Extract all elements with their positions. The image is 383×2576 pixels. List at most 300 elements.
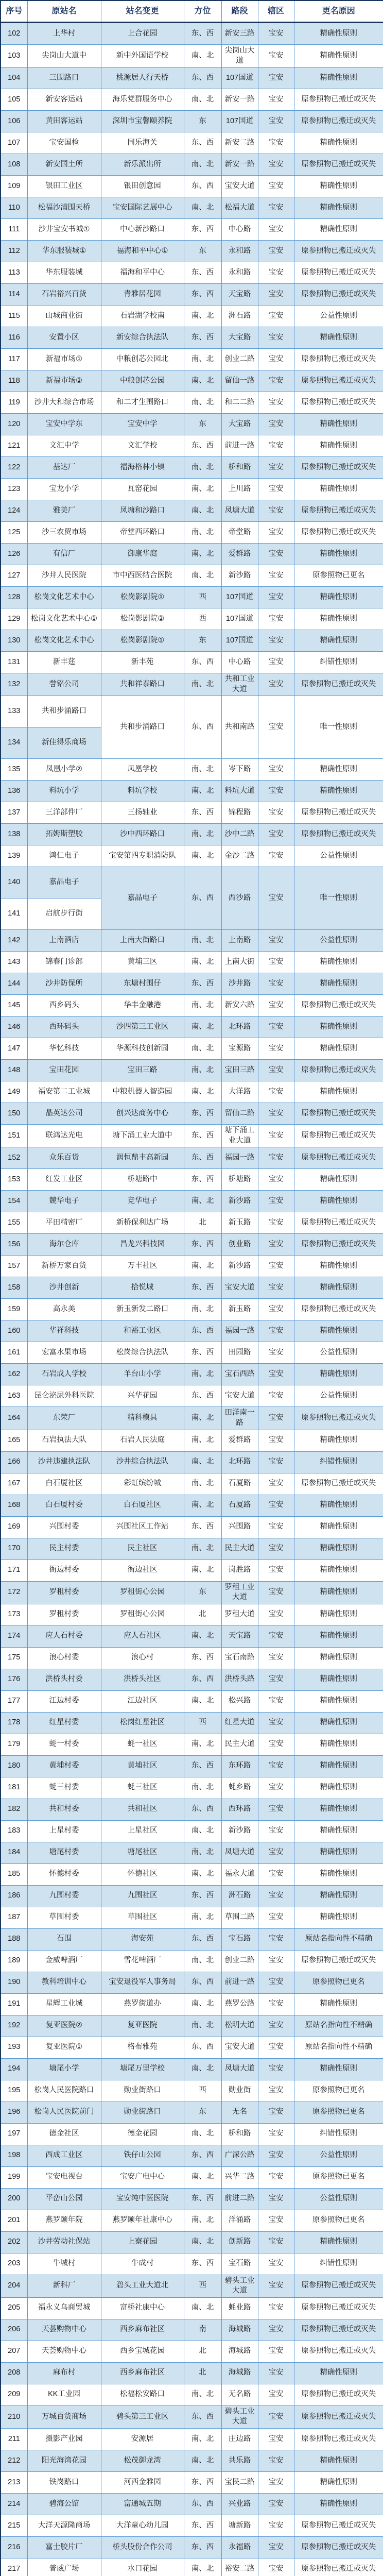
cell-district: 宝安 (258, 284, 294, 306)
cell-reason: 原参照物已搬迁或灭失 (294, 241, 383, 262)
cell-old-name: 沙井创新 (27, 1277, 101, 1299)
cell-district: 宝安 (258, 1842, 294, 1863)
cell-direction: 南、北 (184, 1299, 221, 1320)
cell-road: 民主大道 (221, 1734, 258, 1755)
cell-index: 110 (1, 197, 27, 219)
cell-road: 福永大道 (221, 1863, 258, 1885)
cell-district: 宝安 (258, 673, 294, 696)
cell-road: 中心路 (221, 219, 258, 241)
cell-index: 212 (1, 2450, 27, 2471)
cell-old-name: 共和村委 (27, 1799, 101, 1820)
cell-new-name: 料坑学校 (101, 781, 184, 802)
cell-old-name: 牛城村 (27, 2253, 101, 2275)
cell-direction: 东 (184, 241, 221, 262)
cell-road: 大宝路 (221, 414, 258, 435)
cell-old-name: 三围路口 (27, 67, 101, 89)
cell-road: 爱群路 (221, 544, 258, 565)
cell-old-name: 塘尾小学 (27, 2058, 101, 2080)
table-row (1, 696, 383, 727)
cell-direction: 东、西 (184, 1647, 221, 1669)
cell-new-name: 塘下涌工业大道中 (101, 1125, 184, 1147)
table-row (1, 2058, 383, 2080)
cell-new-name: 上寮花园 (101, 2231, 184, 2253)
cell-index: 208 (1, 2362, 27, 2384)
cell-index: 179 (1, 1734, 27, 1755)
cell-reason: 原站名指向性不精确 (294, 2037, 383, 2058)
cell-new-name: 和二才生围路口 (101, 392, 184, 414)
table-row (1, 2341, 383, 2362)
cell-reason: 原参照物已搬迁或灭失 (294, 1147, 383, 1169)
cell-reason: 精确性原则 (294, 1820, 383, 1842)
cell-road: 福园一路 (221, 1320, 258, 1342)
cell-road: 凤塘大道 (221, 2058, 258, 2080)
cell-road: 新沙路 (221, 1820, 258, 1842)
cell-old-name: 嘉晶电子 (27, 867, 101, 899)
cell-road: 新玉路 (221, 1212, 258, 1234)
cell-district: 宝安 (258, 1972, 294, 1993)
cell-old-name: 凤凰小学② (27, 759, 101, 781)
cell-direction: 南、北 (184, 1473, 221, 1495)
cell-district: 宝安 (258, 2428, 294, 2450)
cell-index: 138 (1, 824, 27, 845)
cell-district: 宝安 (258, 262, 294, 284)
cell-old-name: KK工业园 (27, 2384, 101, 2405)
table-row (1, 2210, 383, 2231)
cell-direction: 南、北 (184, 370, 221, 392)
table-row (1, 1125, 383, 1147)
cell-new-name: 桥塘路中 (101, 1169, 184, 1191)
cell-old-name: 华东服装城 (27, 262, 101, 284)
cell-reason: 精确性原则 (294, 2450, 383, 2471)
cell-new-name: 凤凰学校 (101, 759, 184, 781)
cell-district: 宝安 (258, 500, 294, 522)
cell-old-name: 银田工业区 (27, 176, 101, 197)
cell-reason: 原参照物已搬迁或灭失 (294, 1473, 383, 1495)
cell-index: 112 (1, 241, 27, 262)
cell-district: 宝安 (258, 1820, 294, 1842)
table-row (1, 1169, 383, 1191)
cell-index: 117 (1, 349, 27, 370)
cell-old-name: 晶英达公司 (27, 1103, 101, 1125)
cell-reason: 精确性原则 (294, 1256, 383, 1277)
cell-reason: 精确性原则 (294, 1320, 383, 1342)
cell-new-name: 应人石社区 (101, 1625, 184, 1647)
cell-index: 161 (1, 1342, 27, 1364)
cell-old-name: 石围 (27, 1928, 101, 1950)
cell-reason: 原参照物已更名 (294, 2166, 383, 2188)
table-row (1, 500, 383, 522)
cell-reason: 原参照物已搬迁或灭失 (294, 457, 383, 479)
table-row (1, 1342, 383, 1364)
cell-road: 松兴路 (221, 1690, 258, 1712)
cell-direction: 东、西 (184, 1755, 221, 1777)
cell-district: 宝安 (258, 1016, 294, 1038)
cell-index: 166 (1, 1451, 27, 1473)
table-row (1, 2231, 383, 2253)
cell-reason: 原参照物已搬迁或灭失 (294, 2558, 383, 2576)
cell-direction: 南、北 (184, 1842, 221, 1863)
cell-index: 163 (1, 1385, 27, 1407)
cell-direction: 南、北 (184, 995, 221, 1016)
cell-old-name: 沙井劳动社保站 (27, 2231, 101, 2253)
cell-reason: 原参照物已搬迁或灭失 (294, 349, 383, 370)
cell-direction: 东、西 (184, 1125, 221, 1147)
cell-direction: 东、西 (184, 2515, 221, 2536)
cell-reason: 公益性原则 (294, 306, 383, 327)
table-row (1, 1907, 383, 1928)
cell-new-name: 牛成村 (101, 2253, 184, 2275)
cell-index: 189 (1, 1950, 27, 1972)
cell-direction: 北 (184, 1604, 221, 1625)
cell-new-name: 铁仔山公园 (101, 2145, 184, 2166)
cell-new-name: 石岩湖学校南 (101, 306, 184, 327)
cell-road: 永和路 (221, 262, 258, 284)
column-header-index: 序号 (1, 1, 27, 23)
cell-reason: 精确性原则 (294, 1863, 383, 1885)
cell-reason: 精确性原则 (294, 1712, 383, 1734)
header-row (1, 1, 383, 23)
cell-district: 宝安 (258, 2188, 294, 2210)
cell-old-name: 上华村 (27, 23, 101, 45)
cell-old-name: 兴围村委 (27, 1516, 101, 1538)
cell-district: 宝安 (258, 2493, 294, 2515)
table-row (1, 2102, 383, 2123)
cell-new-name: 塘尾万里学校 (101, 2058, 184, 2080)
cell-road: 上川路 (221, 479, 258, 500)
cell-road: 裕安二路 (221, 2558, 258, 2576)
cell-old-name: 教科培训中心 (27, 1972, 101, 1993)
table-row (1, 392, 383, 414)
table-row (1, 1081, 383, 1103)
cell-index: 203 (1, 2253, 27, 2275)
cell-old-name: 宝安中学东 (27, 414, 101, 435)
cell-reason: 精确性原则 (294, 1647, 383, 1669)
cell-road: 无名 (221, 2102, 258, 2123)
table-row (1, 2297, 383, 2319)
column-header-new-name: 站名变更 (101, 1, 184, 23)
cell-reason: 精确性原则 (294, 479, 383, 500)
cell-reason: 精确性原则 (294, 1885, 383, 1907)
cell-reason: 精确性原则 (294, 435, 383, 457)
table-row (1, 1669, 383, 1690)
table-row (1, 1538, 383, 1560)
cell-index: 147 (1, 1038, 27, 1060)
cell-reason: 精确性原则 (294, 781, 383, 802)
table-row (1, 1473, 383, 1495)
table-row (1, 2515, 383, 2536)
cell-index: 193 (1, 2037, 27, 2058)
cell-reason: 精确性原则 (294, 1016, 383, 1038)
cell-index: 141 (1, 899, 27, 930)
cell-district: 宝安 (258, 392, 294, 414)
cell-district: 宝安 (258, 630, 294, 652)
cell-index: 113 (1, 262, 27, 284)
cell-old-name: 麻布村 (27, 2362, 101, 2384)
table-row (1, 802, 383, 824)
cell-direction: 东、西 (184, 2253, 221, 2275)
cell-district: 宝安 (258, 1669, 294, 1690)
cell-reason: 精确性原则 (294, 1495, 383, 1516)
cell-direction: 东、西 (184, 652, 221, 673)
cell-reason: 精确性原则 (294, 630, 383, 652)
table-row (1, 1407, 383, 1430)
cell-direction: 南、北 (184, 759, 221, 781)
cell-reason: 原参照物已搬迁或灭失 (294, 802, 383, 824)
cell-road: 宝民二路 (221, 2471, 258, 2493)
cell-direction: 东 (184, 1581, 221, 1604)
cell-reason: 唯一性原则 (294, 696, 383, 759)
cell-district: 宝安 (258, 1299, 294, 1320)
cell-road: 碧头工业大道 (221, 2275, 258, 2297)
table-row (1, 67, 383, 89)
cell-road: 宝石西路 (221, 1364, 258, 1385)
cell-old-name: 启航步行街 (27, 899, 101, 930)
cell-road: 新安一路 (221, 154, 258, 176)
cell-district: 宝安 (258, 2080, 294, 2102)
cell-old-name: 燕罗颐年院 (27, 2210, 101, 2231)
cell-old-name: 黄田客运站 (27, 111, 101, 132)
table-row (1, 262, 383, 284)
cell-old-name: 新佳得乐商场 (27, 727, 101, 759)
cell-old-name: 上星村委 (27, 1820, 101, 1842)
table-row (1, 759, 383, 781)
cell-index: 104 (1, 67, 27, 89)
cell-index: 116 (1, 327, 27, 349)
table-row (1, 2362, 383, 2384)
cell-direction: 东、西 (184, 132, 221, 154)
cell-new-name: 福海格林小镇 (101, 457, 184, 479)
cell-new-name: 同乐海关 (101, 132, 184, 154)
cell-district: 宝安 (258, 867, 294, 930)
cell-reason: 原参照物已搬迁或灭失 (294, 1234, 383, 1256)
cell-old-name: 福安第二工业城 (27, 1081, 101, 1103)
cell-direction: 南、北 (184, 2210, 221, 2231)
cell-index: 213 (1, 2471, 27, 2493)
cell-reason: 精确性原则 (294, 544, 383, 565)
cell-direction: 南、北 (184, 306, 221, 327)
cell-new-name: 创兴达商务中心 (101, 1103, 184, 1125)
cell-district: 宝安 (258, 2297, 294, 2319)
cell-district: 宝安 (258, 522, 294, 544)
cell-direction: 南、北 (184, 45, 221, 67)
table-row (1, 952, 383, 973)
table-row (1, 2275, 383, 2297)
cell-index: 111 (1, 219, 27, 241)
cell-reason: 精确性原则 (294, 1734, 383, 1755)
cell-index: 102 (1, 23, 27, 45)
cell-new-name: 松福松安路口 (101, 2384, 184, 2405)
cell-district: 宝安 (258, 1928, 294, 1950)
cell-old-name: 新丰莛 (27, 652, 101, 673)
table-row (1, 522, 383, 544)
cell-direction: 北 (184, 2341, 221, 2362)
cell-reason: 精确性原则 (294, 176, 383, 197)
cell-reason: 原参照物已搬迁或灭失 (294, 2341, 383, 2362)
cell-reason: 精确性原则 (294, 327, 383, 349)
cell-reason: 精确性原则 (294, 219, 383, 241)
cell-new-name: 福海和平中心 (101, 262, 184, 284)
cell-index: 198 (1, 2145, 27, 2166)
table-row (1, 154, 383, 176)
table-row (1, 414, 383, 435)
cell-old-name: 衙边村委 (27, 1560, 101, 1581)
cell-road: 共和工业大道 (221, 673, 258, 696)
cell-direction: 东、西 (184, 1669, 221, 1690)
table-row (1, 1581, 383, 1604)
cell-road: 桥塘路 (221, 1169, 258, 1191)
cell-road: 天宝路 (221, 1625, 258, 1647)
cell-old-name: 白石厦村委 (27, 1495, 101, 1516)
cell-road: 兴华二路 (221, 2166, 258, 2188)
cell-direction: 东 (184, 630, 221, 652)
cell-index: 168 (1, 1495, 27, 1516)
table-row (1, 1038, 383, 1060)
cell-district: 宝安 (258, 608, 294, 630)
cell-direction: 东 (184, 414, 221, 435)
cell-new-name: 富桥社康中心 (101, 2297, 184, 2319)
cell-district: 宝安 (258, 1277, 294, 1299)
cell-index: 196 (1, 2102, 27, 2123)
cell-direction: 南、北 (184, 2231, 221, 2253)
table-row (1, 1060, 383, 1081)
cell-road: 蚝乡路 (221, 1777, 258, 1799)
table-row (1, 1147, 383, 1169)
cell-road: 金沙二路 (221, 845, 258, 867)
cell-old-name: 松岗文化艺术中心 (27, 587, 101, 608)
cell-index: 133 (1, 696, 27, 727)
cell-index: 134 (1, 727, 27, 759)
cell-reason: 原参照物已更名 (294, 565, 383, 587)
cell-index: 127 (1, 565, 27, 587)
cell-old-name: 平峦山公园 (27, 2188, 101, 2210)
cell-old-name: 天荟购物中心 (27, 2319, 101, 2341)
cell-new-name: 上南大街路口 (101, 930, 184, 952)
cell-new-name: 海乐党群服务中心 (101, 89, 184, 111)
cell-new-name: 洪桥头社区 (101, 1669, 184, 1690)
table-row (1, 284, 383, 306)
cell-old-name: 新安国土所 (27, 154, 101, 176)
cell-district: 宝安 (258, 1604, 294, 1625)
cell-road: 新沙路 (221, 565, 258, 587)
cell-index: 119 (1, 392, 27, 414)
cell-reason: 精确性原则 (294, 1669, 383, 1690)
cell-road: 新沙路 (221, 1191, 258, 1212)
cell-district: 宝安 (258, 219, 294, 241)
cell-old-name: 有信厂 (27, 544, 101, 565)
cell-reason: 精确性原则 (294, 2493, 383, 2515)
cell-old-name: 基达厂 (27, 457, 101, 479)
cell-new-name: 新中外国语学校 (101, 45, 184, 67)
cell-road: 帝堂路 (221, 522, 258, 544)
cell-new-name: 碧头工业大道北 (101, 2275, 184, 2297)
cell-district: 宝安 (258, 1473, 294, 1495)
cell-district: 宝安 (258, 370, 294, 392)
cell-reason: 原参照物已搬迁或灭失 (294, 2297, 383, 2319)
cell-direction: 东、西 (184, 1972, 221, 1993)
cell-road: 勋业街 (221, 2080, 258, 2102)
cell-direction: 东 (184, 111, 221, 132)
cell-direction: 东、西 (184, 2471, 221, 2493)
cell-direction: 东、西 (184, 1516, 221, 1538)
table-row (1, 673, 383, 696)
cell-old-name: 九围村委 (27, 1885, 101, 1907)
cell-index: 114 (1, 284, 27, 306)
cell-reason: 原参照物已搬迁或灭失 (294, 392, 383, 414)
cell-direction: 西 (184, 2275, 221, 2297)
cell-reason: 精确性原则 (294, 587, 383, 608)
cell-old-name: 西成工业区 (27, 2145, 101, 2166)
cell-old-name: 誉铭公司 (27, 673, 101, 696)
cell-new-name: 华源科技创新园 (101, 1038, 184, 1060)
cell-reason: 精确性原则 (294, 1777, 383, 1799)
cell-index: 170 (1, 1538, 27, 1560)
cell-direction: 东、西 (184, 23, 221, 45)
cell-road: 宝石路 (221, 2253, 258, 2275)
cell-direction: 东、西 (184, 2037, 221, 2058)
cell-reason: 原参照物已更名 (294, 2102, 383, 2123)
cell-reason: 精确性原则 (294, 132, 383, 154)
cell-old-name: 鸿仁电子 (27, 845, 101, 867)
cell-district: 宝安 (258, 1777, 294, 1799)
cell-reason: 原参照物已搬迁或灭失 (294, 1125, 383, 1147)
cell-direction: 东、西 (184, 696, 221, 759)
cell-old-name: 浪心村委 (27, 1647, 101, 1669)
cell-old-name: 复亚医院② (27, 2015, 101, 2037)
cell-direction: 东、西 (184, 2188, 221, 2210)
cell-index: 215 (1, 2515, 27, 2536)
cell-district: 宝安 (258, 1495, 294, 1516)
cell-direction: 南、北 (184, 2123, 221, 2145)
cell-road: 海城路 (221, 2319, 258, 2341)
cell-new-name: 嘉晶电子 (101, 867, 184, 930)
table-row (1, 1842, 383, 1863)
cell-old-name: 競华电子 (27, 1191, 101, 1212)
cell-road: 福园一路 (221, 1147, 258, 1169)
cell-index: 143 (1, 952, 27, 973)
cell-road: 创业路 (221, 1234, 258, 1256)
cell-district: 宝安 (258, 154, 294, 176)
cell-new-name: 草围社区 (101, 1907, 184, 1928)
cell-index: 187 (1, 1907, 27, 1928)
cell-direction: 南、北 (184, 952, 221, 973)
cell-direction: 东、西 (184, 1169, 221, 1191)
cell-old-name: 沙三农贸市场 (27, 522, 101, 544)
cell-district: 宝安 (258, 802, 294, 824)
table-row (1, 2037, 383, 2058)
cell-reason: 精确性原则 (294, 1560, 383, 1581)
cell-old-name: 蚝三村委 (27, 1777, 101, 1799)
cell-new-name: 富通城五期 (101, 2493, 184, 2515)
cell-old-name: 松岗人民医院前门 (27, 2102, 101, 2123)
cell-district: 宝安 (258, 973, 294, 995)
table-row (1, 435, 383, 457)
cell-new-name: 沙四第三工业区 (101, 1016, 184, 1038)
cell-district: 宝安 (258, 1712, 294, 1734)
table-row (1, 565, 383, 587)
cell-reason: 原参照物已搬迁或灭失 (294, 824, 383, 845)
cell-old-name: 金威啤酒厂 (27, 1950, 101, 1972)
cell-reason: 精确性原则 (294, 1581, 383, 1604)
cell-new-name: 宝安退役军人事务局 (101, 1972, 184, 1993)
cell-road: 创新路 (221, 2231, 258, 2253)
cell-old-name: 沙井宝安书城① (27, 219, 101, 241)
table-row (1, 630, 383, 652)
cell-district: 宝安 (258, 2450, 294, 2471)
cell-road: 红星大道 (221, 1712, 258, 1734)
cell-district: 宝安 (258, 1081, 294, 1103)
cell-new-name: 宝安第四专职消防队 (101, 845, 184, 867)
cell-district: 宝安 (258, 89, 294, 111)
